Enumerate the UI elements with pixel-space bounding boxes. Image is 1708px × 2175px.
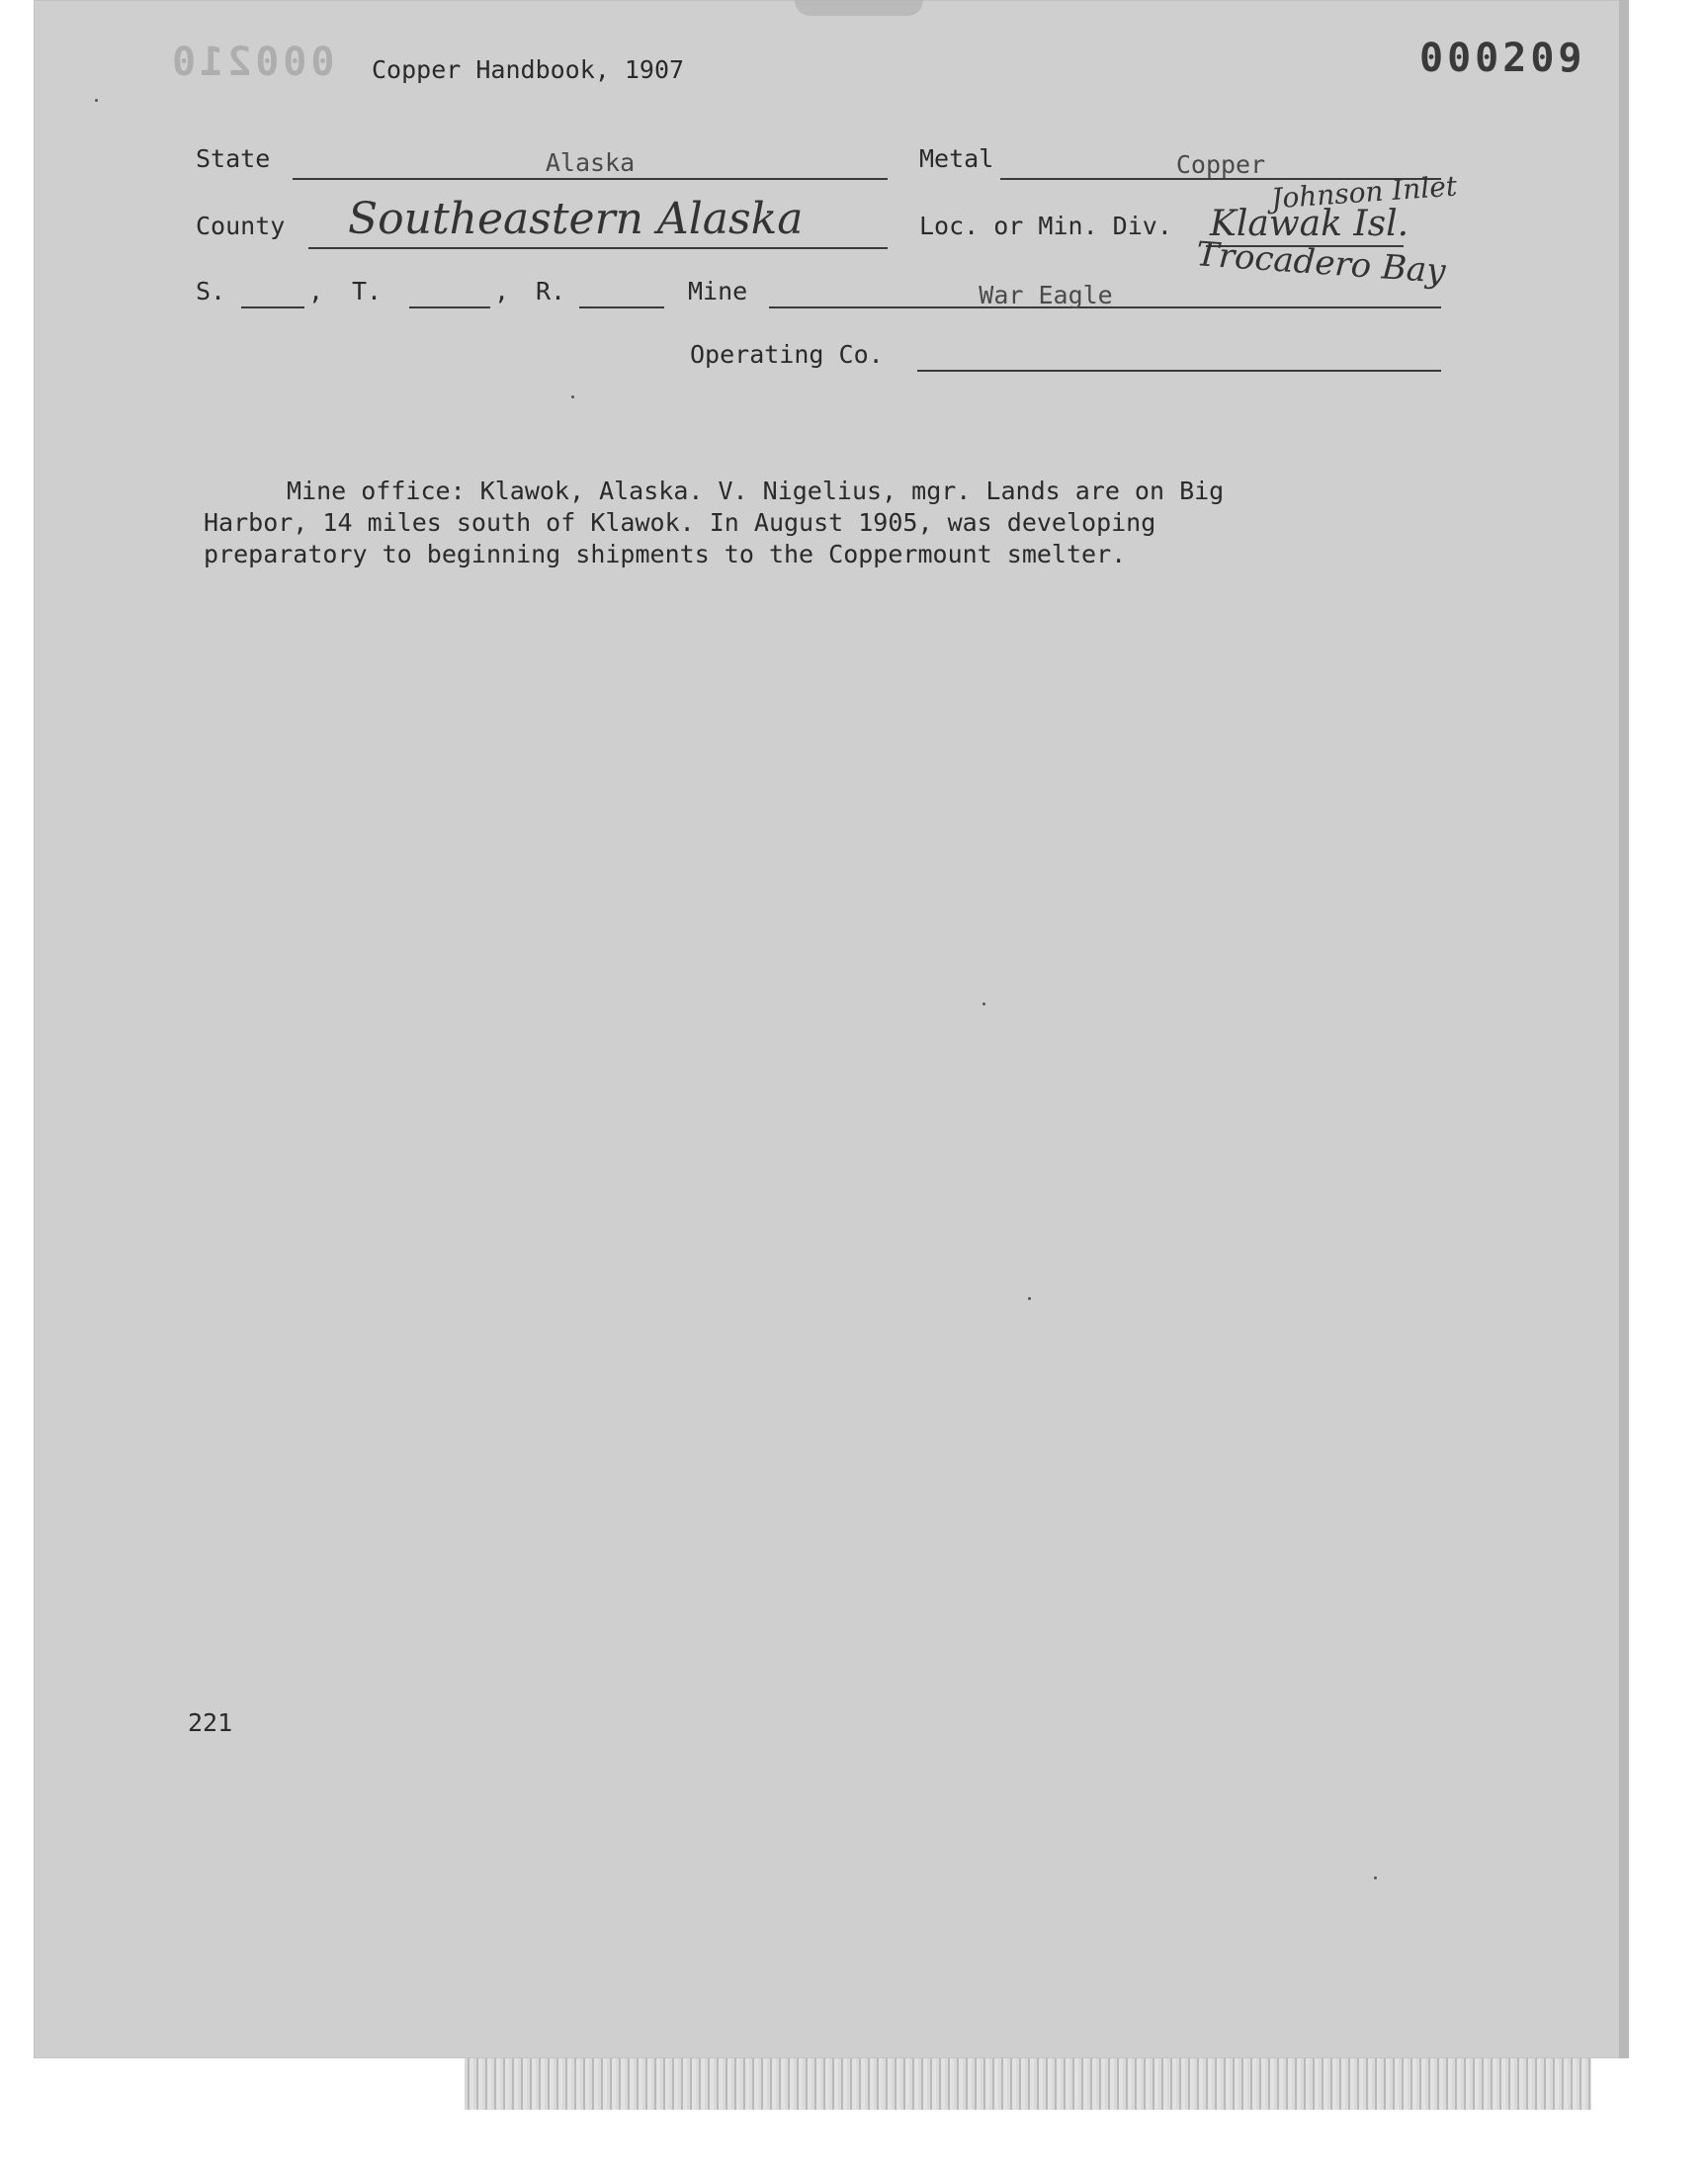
section-underline: [241, 306, 304, 308]
loc-handwritten-line-1: Johnson Inlet: [1270, 169, 1459, 216]
document-sheet: 000210 Copper Handbook, 1907 000209 State Alaska Metal Copper County Southeastern Alaska Loc. or Min. Div. Johnson Inlet Klawak Isl. Trocadero Bay S. , T. , R. Mine War Eagle Operating Co. Mine office: Klawok, Alaska. V. Nigelius, mgr. Lands are on Big Harbor, 14 miles south of Klawok. In August 1905, was developing preparatory to beginning shipments to the Coppermount smelter. 221: [34, 0, 1629, 2058]
stamp-number-left: 000210: [168, 40, 335, 85]
range-underline: [579, 306, 664, 308]
mine-value: War Eagle: [979, 281, 1113, 309]
operating-co-label: Operating Co.: [690, 340, 884, 369]
county-handwritten-value: Southeastern Alaska: [348, 194, 804, 244]
scanner-edge-strip: [465, 2058, 1591, 2110]
paper-speck: [1374, 1876, 1377, 1879]
body-line-2: Harbor, 14 miles south of Klawok. In August 1905, was developing: [204, 508, 1156, 537]
body-line-3: preparatory to beginning shipments to the Coppermount smelter.: [204, 540, 1127, 568]
binder-clip-mark: [795, 0, 923, 16]
range-label: R.: [536, 277, 566, 305]
state-underline: [293, 178, 888, 180]
mine-label: Mine: [688, 277, 748, 305]
body-line-1: Mine office: Klawok, Alaska. V. Nigelius, mgr. Lands are on Big: [287, 477, 1225, 505]
operating-co-underline: [917, 370, 1441, 372]
township-underline: [409, 306, 490, 308]
paper-speck: [95, 99, 98, 102]
loc-handwritten-line-2: Klawak Isl.: [1210, 204, 1409, 244]
page-number: 221: [188, 1708, 233, 1737]
stamp-number-right: 000209: [1419, 36, 1586, 81]
section-label: S.: [196, 277, 226, 305]
paper-speck: [982, 1002, 985, 1005]
loc-label: Loc. or Min. Div.: [919, 212, 1172, 240]
loc-handwritten-line-3: Trocadero Bay: [1194, 234, 1447, 292]
metal-label: Metal: [919, 144, 994, 173]
county-label: County: [196, 212, 286, 240]
paper-speck: [1028, 1297, 1031, 1300]
metal-value: Copper: [1175, 150, 1266, 179]
state-label: State: [196, 144, 271, 173]
paper-speck: [571, 395, 574, 398]
state-value: Alaska: [545, 148, 636, 177]
source-title: Copper Handbook, 1907: [372, 55, 685, 84]
county-underline: [308, 247, 888, 249]
township-label: T.: [352, 277, 383, 305]
